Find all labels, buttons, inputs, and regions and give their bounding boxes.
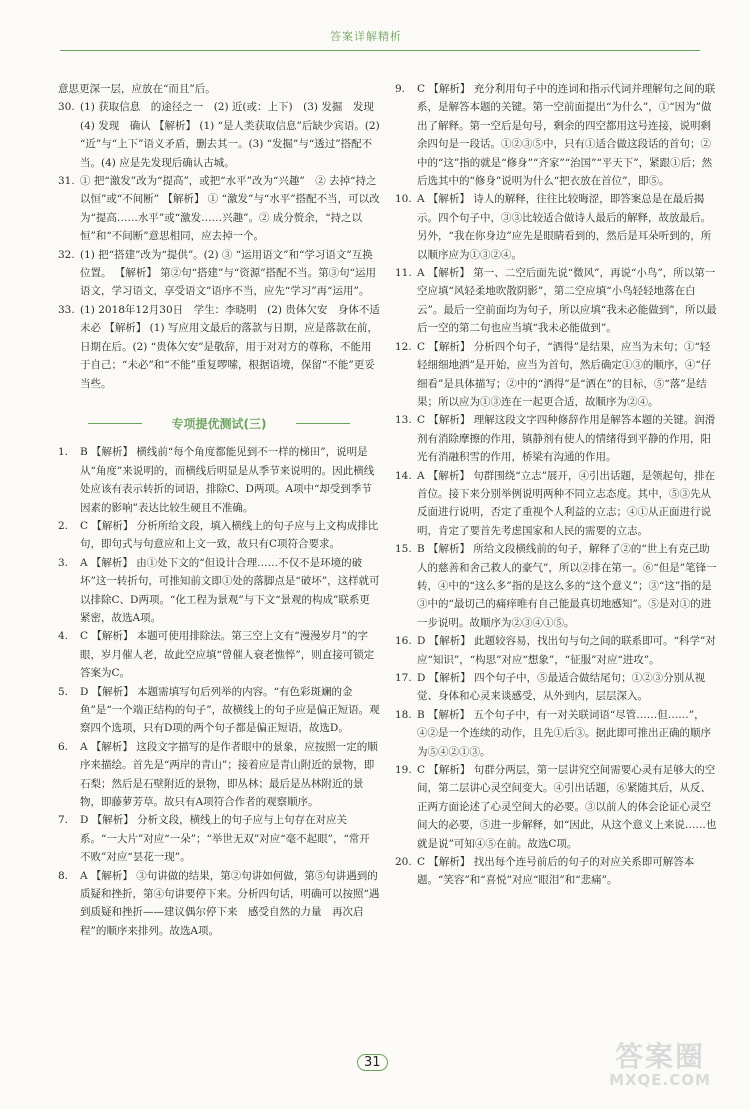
left-column [58,80,391,940]
answer-entry-6 [58,738,380,812]
entry-number: 32. [58,248,75,261]
answer-entry-20 [395,853,717,890]
entry-number: 17. [395,672,412,684]
answer-entry-2 [58,517,380,554]
answer-entry-15 [395,540,717,632]
answer-entry-8 [58,867,380,941]
entry-text: (1) 把“搭建”改为“提供”。(2) ③ “运用语文”和“学习语文”互换位置。 【解析】 第②句“搭建”与“资源”搭配不当。第③句“运用语文，学习语文，享受语文”语序不当，应先“学习”再“运用”。 [80,248,377,298]
entry-text: A 【解析】 ③句讲做的结果，第②句讲如何做，第⑤句讲遇到的质疑和挫折，第④句讲要停下来。分析四句话，明确可以按照“遇到质疑和挫折——建议偶尔停下来 感受自然的力量 再次启程”的顺序来排列。故选A项。 [80,869,380,937]
entry-number: 30. [58,101,75,114]
entry-text: C 【解析】 分析所给文段，填入横线上的句子应与上文构成排比句，即句式与句意应和上文一致，故只有C项符合要求。 [80,519,379,551]
watermark-text-main: 答案圈 [614,1040,705,1073]
entry-text: D 【解析】 本题需填写句后列举的内容。“有色彩斑斓的金鱼”是“一个端正结构的句子”，故横线上的句子应是偏正短语。观察四个选项，只有D项的两个句子都是偏正短语，故选D。 [80,685,380,735]
entry-number: 20. [395,856,412,869]
right-column [395,80,717,890]
entry-number: 15. [395,543,412,556]
answer-entry-5 [58,683,380,738]
answer-entry-14 [395,467,717,541]
page-number: 31 [357,1054,388,1071]
page-header-title: 答案详解精析 [330,30,402,43]
entry-text: C 【解析】 句群分两层，第一层讲究空间需要心灵有足够大的空间，第二层讲心灵空间变大。④引出话题，⑥紧随其后，从反、正两方面论述了心灵空间大的必要。③以前人的体会论证心灵空间大的必要，⑤进一步解释，如“因此，从这个意义上来说……也就是说”可知④⑤在前。故选C项。 [417,764,717,850]
entry-text: D 【解析】 分析文段，横线上的句子应与上句存在对应关系。“一大片”对应“一朵”；“举世无双”对应“毫不起眼”，“常开不败”对应“昙花一现”。 [80,814,370,864]
entry-number: 14. [395,469,412,482]
answer-entry-30 [58,98,385,172]
entry-text: A 【解析】 第一、二空后面先说“微风”，再说“小鸟”，所以第一空应填“风轻柔地吹散阴影”，第二空应填“小鸟轻轻地落在白云”。最后一空前面均为句子，所以应填“我未必能做到”，所以最后一空的第二句也应当填“我未必能做到”。 [417,267,717,335]
watermark-logo [590,1035,730,1100]
entry-text: A 【解析】 句群围绕“立志”展开，④引出话题，是领起句，排在首位。接下来分别举例说明两种不同立志态度。其中，⑤③先从反面进行说明，否定了重视个人利益的立志；④①从正面进行说明，肯定了要首先考虑国家和人民的需要的立志。 [417,469,715,537]
answer-entry-32 [58,246,380,301]
answer-entry-13 [395,411,717,466]
entry-text: C 【解析】 理解这段文字四种修辞作用是解答本题的关键。润滑剂有消除摩擦的作用，镇静剂有使人的情绪得到平静的作用，阳光有消融积雪的作用，桥梁有沟通的作用。 [417,414,716,464]
entry-number: 11. [395,267,412,280]
entry-number: 6. [58,740,69,753]
entry-text: D 【解析】 此题较容易，找出句与句之间的联系即可。“科学”对应“知识”，“构思”对应“想象”，“征服”对应“进攻”。 [417,635,716,666]
answer-entry-33 [58,301,391,393]
entry-text: B 【解析】 横线前“每个角度都能见到不一样的梯田”，说明是从“角度”来说明的，而横线后明显是从季节来说明的。因此横线处应该有表示转折的词语，排除C、D两项。A项中“却受到季节因素的影响”表达比较生硬且不准确。 [80,446,375,514]
entry-number: 8. [58,869,69,882]
entry-number: 2. [58,519,69,532]
answer-entry-12 [395,338,717,412]
entry-number: 33. [58,303,75,316]
answer-entry-3 [58,554,380,628]
entry-number: 10. [395,193,412,206]
entry-text: C 【解析】 本题可使用排除法。第三空上文有“漫漫岁月”的字眼，岁月催人老，故此空应填“曾催人衰老憔悴”，则直接可锁定答案为C。 [80,630,375,680]
answer-entry-7 [58,811,380,866]
answer-entry-19 [395,761,717,853]
entry-text: (1) 2018年12月30日 学生：李晓明 (2) 贵体欠安 身体不适 未必 【解析】 (1) 写应用文最后的落款与日期，应是落款在前，日期在后。(2) “贵体欠安”是敬辞，用于对对方的尊称，不能用于自己；“未必”和“不能”重复啰嗦，根据语境，保留“不能”更妥当些。 [80,303,391,390]
header-divider [60,50,700,51]
entry-text: C 【解析】 找出每个连号前后的句子的对应关系即可解答本题。“笑容”和“喜悦”对应“眼泪”和“悲痛”。 [417,856,695,887]
answer-entry-9 [395,80,717,190]
entry-text: A 【解析】 这段文字描写的是作者眼中的景象，应按照一定的顺序来描绘。首先是“两岸的青山”；接着应是青山附近的景物，即石梨；然后是石壁附近的景物，即丛林；最后是丛林附近的景物，即藤萝芳草。故只有A项符合作者的观察顺序。 [80,740,378,809]
entry-number: 4. [58,630,69,643]
entry-text: B 【解析】 所给文段横线前的句子，解释了②的“世上有克己助人的慈善和舍己救人的豪气”，所以②排在第一。⑥“但是”笔锋一转，④中的“这么多”指的是这么多的“这个意义”；③“这”指的是③中的“最切己的痛痒唯有自己能最真切地感知”。⑤是对①的进一步说明。故顺序为②③④①⑤。 [417,543,717,629]
entry-number: 19. [395,764,412,777]
entry-number: 7. [58,814,69,827]
entry-number: 3. [58,556,69,569]
entry-number: 16. [395,635,412,648]
answer-entry-1 [58,443,380,517]
entry-number: 5. [58,685,69,698]
answer-entry-31 [58,172,380,246]
answer-entry-18 [395,706,717,761]
entry-text: (1) 获取信息 的途径之一 (2) 近(或：上下) (3) 发掘 发现 (4) 发现 确认 【解析】 (1) “是人类获取信息”后缺少宾语。(2) “近”与“上下”语义矛盾，删去其一。(3) “发掘”与“透过”搭配不当。(4) 应是先发现后确认古城。 [80,101,385,169]
answer-entry-17 [395,669,717,706]
answer-entry-4 [58,627,380,682]
section-title: 专项提优测试(三) [58,415,380,433]
entry-number: 12. [395,340,412,353]
entry-number: 9. [395,83,406,95]
answer-entry-10 [395,190,717,264]
entry-number: 13. [395,414,412,427]
entry-number: 31. [58,175,75,188]
answer-entry-11 [395,264,717,338]
watermark-text-url: MXQE.COM [609,1071,711,1089]
entry-text: B 【解析】 五个句子中，有一对关联词语“尽管……但……”，④②是一个连续的动作，且先①后③。据此即可推出正确的顺序为⑤④②①③。 [417,708,711,758]
entry-text: ① 把“激发”改为“提高”，或把“水平”改为“兴趣” ② 去掉“持之以恒”或“不间断” 【解析】 ① “激发”与“水平”搭配不当，可以改为“提高……水平”或“激发……兴趣”。② 成分赘余，“持之以恒”和“不间断”意思相同，应去掉一个。 [80,175,380,243]
entry-text: C 【解析】 分析四个句子，“洒得”是结果，应当为末句；①“轻轻细细地洒”是开始，应当为首句，然后确定①③的顺序，④“仔细看”是具体描写；②中的“洒得”是“洒在”的目标，⑤“落”是结果；所以应为①③连在一起更合适，故顺序为②④。 [417,340,712,408]
continuation-text: 意思更深一层，应放在“而且”后。 [58,83,216,95]
entry-number: 1. [58,446,69,459]
entry-number: 18. [395,708,412,721]
entry-text: A 【解析】 诗人的解释，往往比较晦涩，即答案总是在最后揭示。四个句子中，③③比较适合做诗人最后的解释，故放最后。另外，“我在你身边”应先是眼睛看到的，然后是耳朵听到的，所以顺序应为①③②④。 [417,193,712,261]
entry-text: A 【解析】 由①处下文的“但设计合理……不仅不是环境的破坏”这一转折句，可推知前文即①处的落脚点是“破坏”，这样就可以排除C、D两项。“化工程为景观”与下文“景观的构成”联系更紧密，故选A项。 [80,556,380,624]
answer-entry-16 [395,632,717,669]
entry-text: D 【解析】 四个句子中，⑤最适合做结尾句；①②③分别从视觉、身体和心灵来谈感受，从外到内，层层深入。 [417,672,706,703]
entry-text: C 【解析】 充分利用句子中的连词和指示代词并理解句之间的联系，是解答本题的关键。第一空前面提出“为什么”，①“因为”做出了解释。第一空后是句号，剩余的四空都用这号连接，说明剩余四句是一段话。①②③⑤中，只有①适合做这段话的首句；②中的“这”指的就是“修身”“齐家”“治国”“平天下”，紧跟①后；然后选其中的“修身”说明为什么“把衣放在首位”，即⑤。 [417,83,716,188]
